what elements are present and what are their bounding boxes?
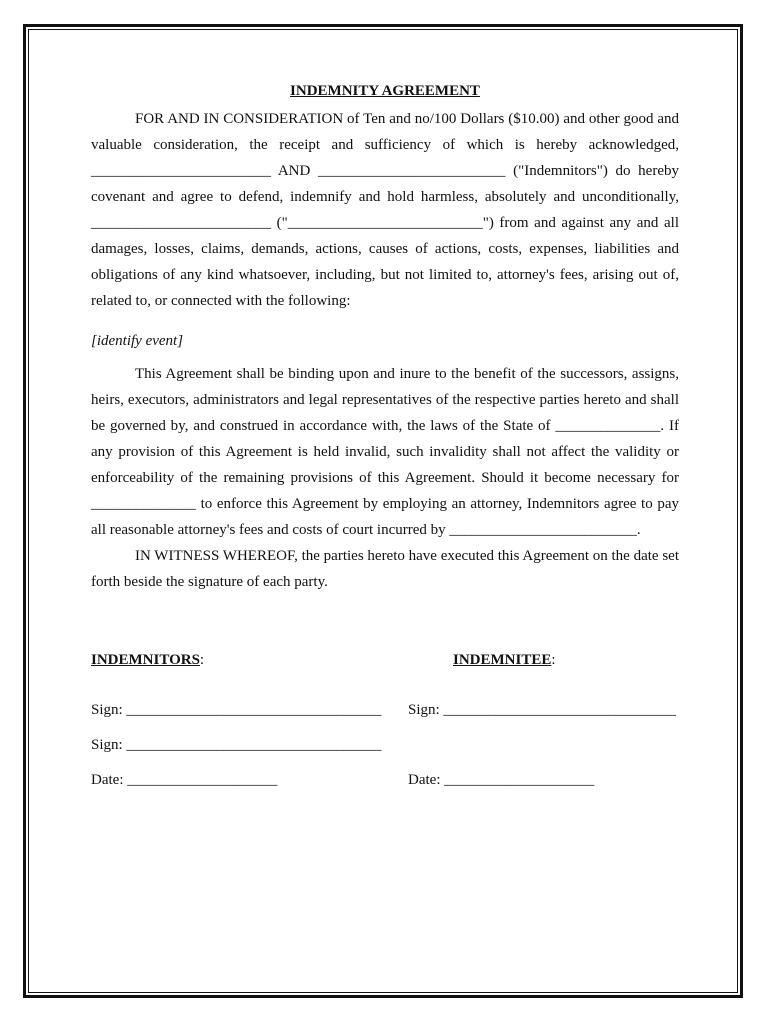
indemnitor-sign-line-1[interactable]: Sign: __________________________________ — [91, 702, 382, 718]
indemnitee-sign-line[interactable]: Sign: _______________________________ — [408, 702, 676, 718]
signature-block — [91, 652, 681, 807]
date-row — [91, 772, 681, 807]
indemnitee-heading-group — [453, 652, 556, 669]
indemnitor-sign-line-2[interactable]: Sign: __________________________________ — [91, 737, 382, 753]
binding-paragraph: This Agreement shall be binding upon and inure to the benefit of the successors, assigns, heirs, executors, administrators and legal representatives of the respective parties hereto and shall be governed by, and construed in accordance with, the laws of the State of ______________. If any provision of this Agreement is held invalid, such invalidity shall not affect the validity or enforceability of the remaining provisions of this Agreement. Should it become necessary for ______________ to enforce this Agreement by employing an attorney, Indemnitors agree to pay all reasonable attorney's fees and costs of court incurred by _________________________. — [91, 366, 679, 538]
event-placeholder: [identify event] — [91, 333, 184, 349]
signature-headings-row — [91, 652, 681, 702]
signature-row-2 — [91, 737, 681, 772]
witness-paragraph: IN WITNESS WHEREOF, the parties hereto have executed this Agreement on the date set forth beside the signature of each party. — [91, 548, 679, 590]
indemnitee-date-line[interactable]: Date: ____________________ — [408, 772, 595, 788]
indemnitor-date-line[interactable]: Date: ____________________ — [91, 772, 278, 788]
indemnitors-heading: INDEMNITORS — [91, 652, 200, 668]
signature-row-1 — [91, 702, 681, 737]
indemnitors-heading-group — [91, 652, 204, 669]
indemnitee-heading: INDEMNITEE — [453, 652, 552, 668]
indemnitors-heading-colon: : — [199, 652, 205, 668]
indemnitee-heading-colon: : — [551, 652, 556, 668]
document-title: INDEMNITY AGREEMENT — [290, 83, 480, 99]
document-body — [91, 80, 679, 595]
consideration-paragraph: FOR AND IN CONSIDERATION of Ten and no/100 Dollars ($10.00) and other good and valuable consideration, the receipt and sufficiency of which is hereby acknowledged, ________________________ AND _________________________ ("Indemnitors") do hereby covenant and agree to defend, indemnify and hold harmless, absolutely and unconditionally, ________________________ ("__________________________") from and against any and all damages, losses, claims, demands, actions, causes of actions, costs, expenses, liabilities and obligations of any kind whatsoever, including, but not limited to, attorney's fees, arising out of, related to, or connected with the following: — [91, 111, 679, 309]
